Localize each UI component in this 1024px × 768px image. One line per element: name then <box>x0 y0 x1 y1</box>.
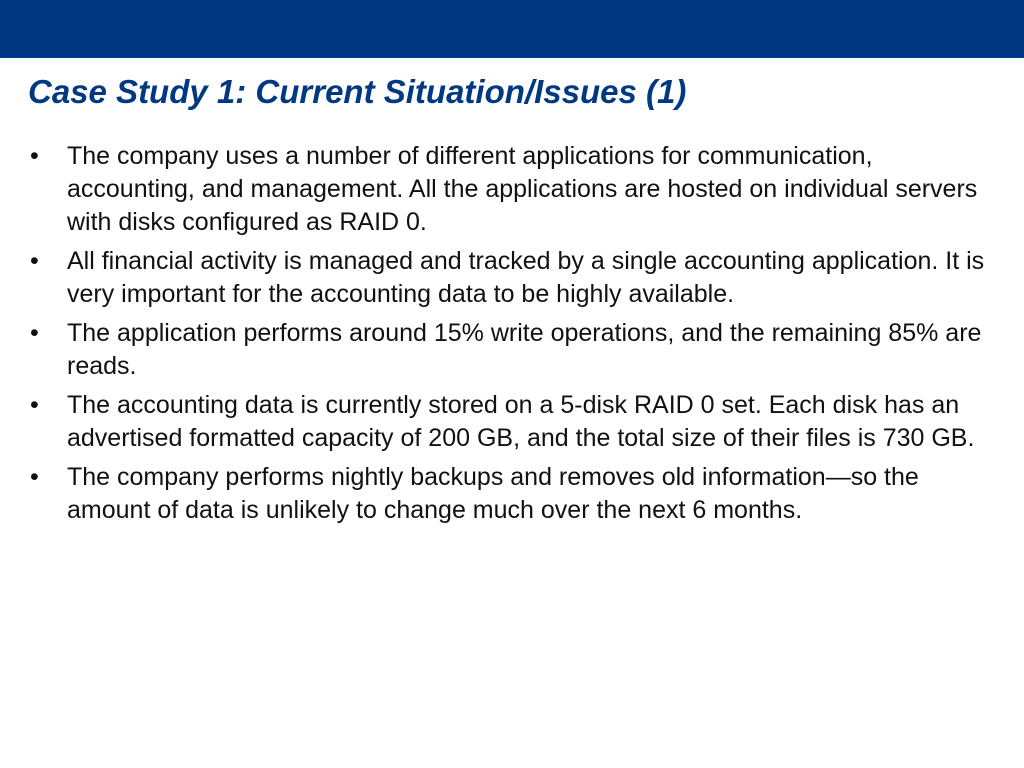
bullet-item <box>30 461 1005 527</box>
bullet-text: The application performs around 15% write operations, and the remaining 85% are reads. <box>67 319 982 380</box>
bullet-dot: • <box>30 142 39 170</box>
header-band <box>0 0 1024 58</box>
bullet-list <box>30 140 1005 533</box>
bullet-item <box>30 245 1005 311</box>
bullet-text: The company uses a number of different applications for communication, accounting, and management. All the applications are hosted on individual servers with disks configured as RAID 0. <box>67 142 978 236</box>
bullet-dot: • <box>30 391 39 419</box>
bullet-text: All financial activity is managed and tracked by a single accounting application. It is very important for the accounting data to be highly available. <box>67 247 985 308</box>
bullet-dot: • <box>30 247 39 275</box>
bullet-text: The company performs nightly backups and removes old information—so the amount of data is unlikely to change much over the next 6 months. <box>67 463 919 524</box>
bullet-text: The accounting data is currently stored on a 5-disk RAID 0 set. Each disk has an advertised formatted capacity of 200 GB, and the total size of their files is 730 GB. <box>67 391 975 452</box>
bullet-item <box>30 317 1005 383</box>
slide-title: Case Study 1: Current Situation/Issues (1) <box>28 73 687 110</box>
bullet-dot: • <box>30 319 39 347</box>
bullet-item <box>30 140 1005 239</box>
bullet-dot: • <box>30 463 39 491</box>
bullet-item <box>30 389 1005 455</box>
